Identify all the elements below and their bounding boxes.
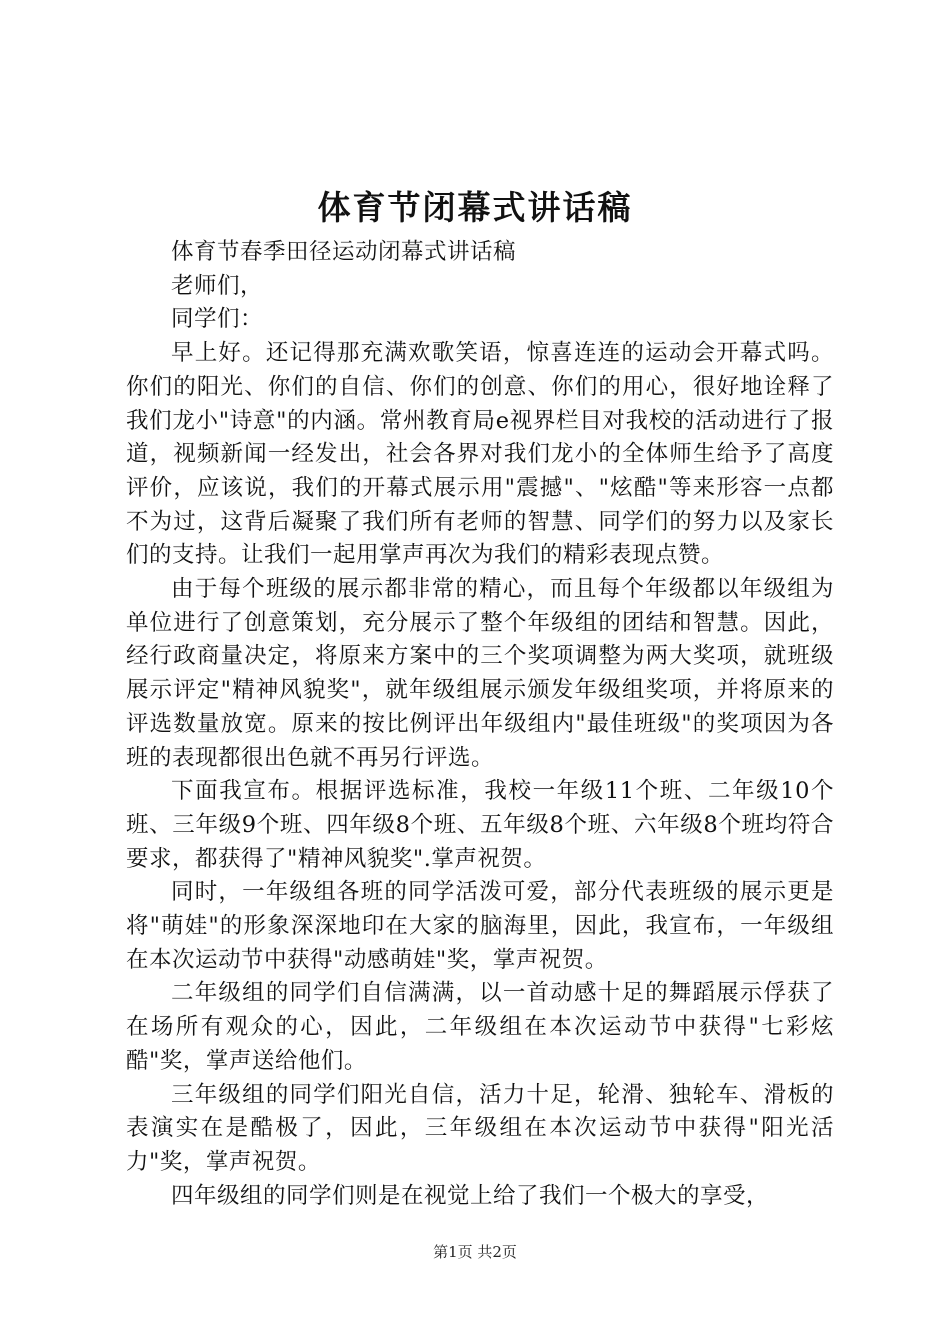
paragraph: 同时，一年级组各班的同学活泼可爱，部分代表班级的展示更是将"萌娃"的形象深深地印在大家的脑海里，因此，我宣布，一年级组在本次运动节中获得"动感萌娃"奖，掌声祝贺。 bbox=[126, 879, 834, 973]
paragraph: 由于每个班级的展示都非常的精心，而且每个年级都以年级组为单位进行了创意策划，充分展示了整个年级组的团结和智慧。因此，经行政商量决定，将原来方案中的三个奖项调整为两大奖项，就班级展示评定"精神风貌奖"，就年级组展示颁发年级组奖项，并将原来的评选数量放宽。原来的按比例评出年级组内"最佳班级"的奖项因为各班的表现都很出色就不再另行评选。 bbox=[126, 576, 834, 771]
page-footer: 第1页 共2页 bbox=[433, 1243, 517, 1261]
paragraph-salutation-teachers: 老师们， bbox=[171, 272, 264, 299]
paragraph: 下面我宣布。根据评选标准，我校一年级11个班、二年级10个班、三年级9个班、四年级8个班、五年级8个班、六年级8个班均符合要求，都获得了"精神风貌奖".掌声祝贺。 bbox=[126, 778, 834, 872]
paragraph-subtitle: 体育节春季田径运动闭幕式讲话稿 bbox=[171, 239, 517, 265]
document-title: 体育节闭幕式讲话稿 bbox=[317, 188, 633, 227]
paragraph-salutation-students: 同学们： bbox=[171, 306, 264, 333]
paragraph: 二年级组的同学们自信满满，以一首动感十足的舞蹈展示俘获了在场所有观众的心，因此，二年级组在本次运动节中获得"七彩炫酷"奖，掌声送给他们。 bbox=[126, 980, 834, 1074]
paragraph: 四年级组的同学们则是在视觉上给了我们一个极大的享受， bbox=[171, 1182, 770, 1209]
document-body bbox=[126, 236, 834, 1213]
paragraph: 早上好。还记得那充满欢歌笑语，惊喜连连的运动会开幕式吗。你们的阳光、你们的自信、你们的创意、你们的用心，很好地诠释了我们龙小"诗意"的内涵。常州教育局e视界栏目对我校的活动进行了报道，视频新闻一经发出，社会各界对我们龙小的全体师生给予了高度评价，应该说，我们的开幕式展示用"震撼"、"炫酷"等来形容一点都不为过，这背后凝聚了我们所有老师的智慧、同学们的努力以及家长们的支持。让我们一起用掌声再次为我们的精彩表现点赞。 bbox=[126, 340, 834, 569]
paragraph: 三年级组的同学们阳光自信，活力十足，轮滑、独轮车、滑板的表演实在是酷极了，因此，三年级组在本次运动节中获得"阳光活力"奖，掌声祝贺。 bbox=[126, 1081, 834, 1175]
